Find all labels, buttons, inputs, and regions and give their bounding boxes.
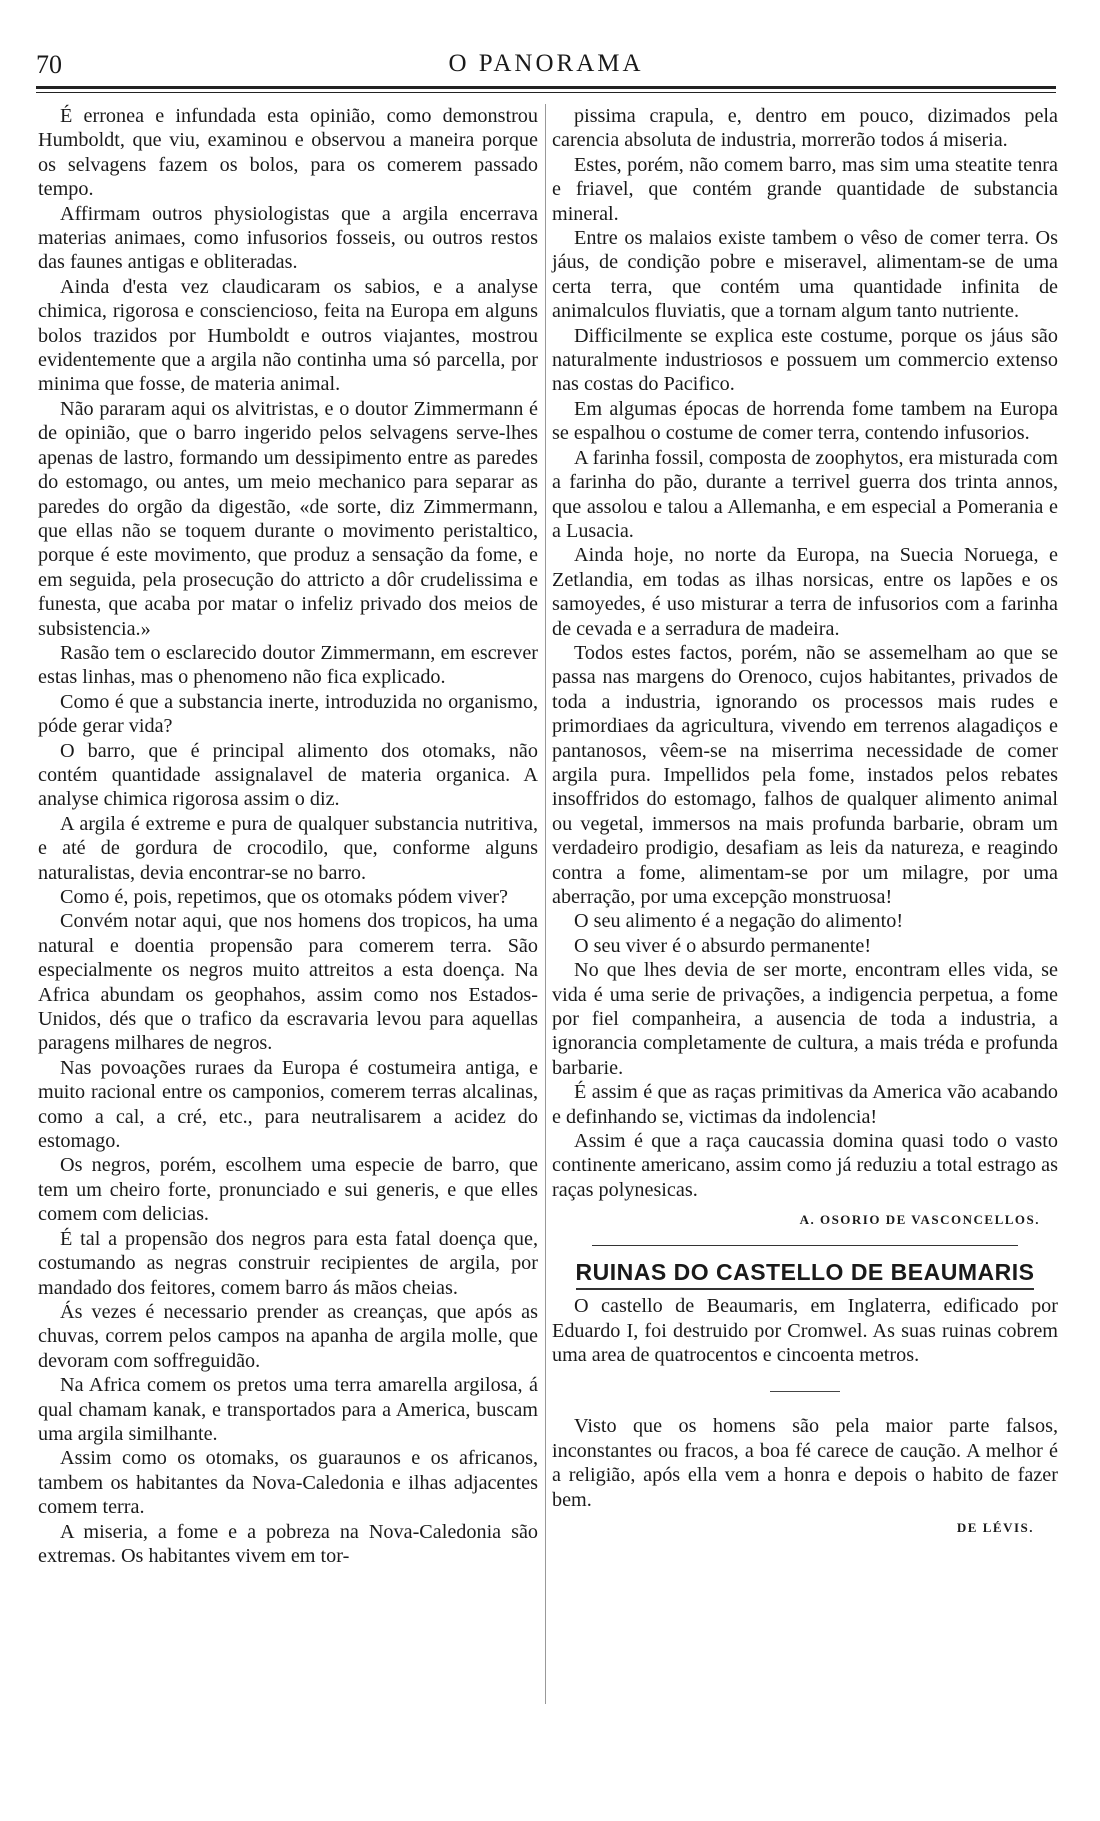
paragraph: Não pararam aqui os alvitristas, e o doutor Zimmermann é de opinião, que o barro ingerido pelos selvagens serve-lhes apenas de lastro, formando um dessipimento entre as paredes do estomago, ou antes, um meio mechanico para separar as paredes do orgão da digestão, «de sorte, diz Zimmermann, que ellas não se toquem durante o movimento peristaltico, porque é este movimento, que produz a sensação da fome, e em seguida, pela prosecução do attricto a dôr crudelissima e funesta, que acaba por matar o infeliz privado dos meios de subsistencia.» [38,397,538,640]
paragraph: Ainda hoje, no norte da Europa, na Suecia Noruega, e Zetlandia, em todas as ilhas norsicas, entre os lapões e os samoyedes, é uso misturar a terra de infusorios com a farinha de cevada e a serradura de madeira. [552,544,1058,640]
paragraph: Rasão tem o esclarecido doutor Zimmermann, em escrever estas linhas, mas o phenomeno não fica explicado. [38,641,538,689]
section-body [552,1294,1058,1367]
paragraph: Difficilmente se explica este costume, porque os jáus são naturalmente industriosos e possuem um commercio extenso nas costas do Pacifico. [552,324,1058,396]
paragraph: É assim é que as raças primitivas da America vão acabando e definhando se, victimas da indolencia! [552,1081,1058,1128]
paragraph: O barro, que é principal alimento dos otomaks, não contém quantidade assignalavel de materia organica. A analyse chimica rigorosa assim o diz. [38,739,538,811]
header-rule-thick [36,86,1056,89]
paragraph: Em algumas épocas de horrenda fome tambem na Europa se espalhou o costume de comer terra, contendo infusorios. [552,397,1058,445]
paragraph: É tal a propensão dos negros para esta fatal doença que, costumando as negras construir recipientes de argila, por mandado dos feitores, comem barro ás mãos cheias. [38,1227,538,1299]
paragraph: Como é que a substancia inerte, introduzida no organismo, póde gerar vida? [38,690,538,738]
right-column [552,104,1058,1540]
paragraph: Na Africa comem os pretos uma terra amarella argilosa, á qual chamam kanak, e transportados para a America, buscam uma argila similhante. [38,1374,538,1445]
paragraph: Affirmam outros physiologistas que a argila encerrava materias animaes, como infusorios fosseis, ou outros restos das faunes antigas e obliteradas. [38,202,538,274]
paragraph: Ás vezes é necessario prender as creanças, que após as chuvas, correm pelos campos na apanha de argila molle, que devoram com soffreguidão. [38,1300,538,1372]
paragraph: pissima crapula, e, dentro em pouco, dizimados pela carencia absoluta de industria, morrerão todos á miseria. [552,105,1058,152]
paragraph: Entre os malaios existe tambem o vêso de comer terra. Os jáus, de condição pobre e miseravel, alimentam-se de uma certa terra, que contém uma quantidade infinita de animalculos fluviatis, que a tornam algum tanto nutriente. [552,227,1058,323]
page-number: 70 [36,50,62,79]
paragraph: Assim é que a raça caucassia domina quasi todo o vasto continente americano, assim como já reduziu a total estrago as raças polynesicas. [552,1130,1058,1201]
paragraph: Os negros, porém, escolhem uma especie de barro, que tem um cheiro forte, pronunciado e sui generis, e que elles comem com delicias. [38,1154,538,1226]
paragraph: O seu viver é o absurdo permanente! [574,934,872,957]
paragraph: A miseria, a fome e a pobreza na Nova-Caledonia são extremas. Os habitantes vivem em tor- [38,1520,538,1567]
paragraph: A argila é extreme e pura de qualquer substancia nutritiva, e até de gordura de crocodilo, que, conforme alguns naturalistas, devia encontrar-se no barro. [38,812,538,884]
section-paragraph: O castello de Beaumaris, em Inglaterra, edificado por Eduardo I, foi destruido por Cromwel. As suas ruinas cobrem uma area de quatrocentos e cincoenta metros. [552,1295,1058,1366]
section-rule [592,1245,1018,1246]
section-title [552,1260,1058,1290]
paragraph: Estes, porém, não comem barro, mas sim uma steatite tenra e friavel, que contém grande quantidade de substancia mineral. [552,153,1058,225]
column-divider [545,104,546,1704]
paragraph: A farinha fossil, composta de zoophytos, era misturada com a farinha do pão, durante a terrivel guerra dos trinta annos, que assolou e talou a Allemanha, e em especial a Pomerania e a Lusacia. [552,446,1058,542]
paragraph: Convém notar aqui, que nos homens dos tropicos, ha uma natural e doentia propensão para comerem terra. São especialmente os negros muito attreitos a esta doença. Na Africa abundam os geophahos, assim como nos Estados-Unidos, dés que o trafico da escravaria levou para aquellas paragens milhares de negros. [38,910,538,1055]
paragraph: No que lhes devia de ser morte, encontram elles vida, se vida é uma serie de privações, a indigencia perpetua, a fome por fiel companheira, a ausencia de toda a industria, a ignorancia completamente de cultura, a mais tréda e profunda barbarie. [552,959,1058,1079]
paragraph: Todos estes factos, porém, não se assemelham ao que se passa nas margens do Orenoco, cujos habitantes, privados de toda a industria, ignorando os processos mais rudes e primordiaes da agricultura, vivendo em terrenos alagadiços e pantanosos, vêem-se na miserrima necessidade de comer argila pura. Impellidos pela fome, instados pelos rebates insoffridos do estomago, falhos de qualquer alimento animal ou vegetal, immersos na mais profunda barbarie, obram um verdadeiro prodigio, desafiam as leis da natureza, e reagindo contra a fome, alimentam-se por um milagre, por uma aberração, por uma excepção monstruosa! [552,641,1058,908]
paragraph: Ainda d'esta vez claudicaram os sabios, e a analyse chimica, rigorosa e consciencioso, feita na Europa em alguns bolos trazidos por Humboldt e outros viajantes, mostrou evidentemente que a argila não continha uma só parcella, por minima que fosse, de materia animal. [38,275,538,396]
running-title: O PANORAMA [448,50,644,77]
right-column-text [552,104,1058,1202]
article-signature: A. OSORIO DE VASCONCELLOS. [799,1212,1040,1228]
short-rule [770,1391,840,1392]
quote-signature: DE LÉVIS. [956,1519,1034,1535]
quote-paragraph: Visto que os homens são pela maior parte falsos, inconstantes ou fracos, a boa fé carece de caução. A melhor é a religião, após ella vem a honra e depois o habito de fazer bem. [552,1415,1058,1511]
paragraph: Nas povoações ruraes da Europa é costumeira antiga, e muito racional entre os camponios, comerem terras alcalinas, como a cal, a cré, etc., para neutralisarem a acidez do estomago. [38,1056,538,1153]
paragraph: Como é, pois, repetimos, que os otomaks pódem viver? [60,886,508,908]
paragraph: O seu alimento é a negação do alimento! [574,910,904,933]
header-rule-thin [36,92,1056,93]
page-header [36,50,1056,80]
paragraph: Assim como os otomaks, os guaraunos e os africanos, tambem os habitantes da Nova-Caledonia e ilhas adjacentes comem terra. [38,1447,538,1519]
quote-body [552,1414,1058,1512]
paragraph: É erronea e infundada esta opinião, como demonstrou Humboldt, que viu, examinou e observou a maneira porque os selvagens fazem os bolos, para os comerem passado tempo. [38,105,538,201]
section-title-text: RUINAS DO CASTELLO DE BEAUMARIS [576,1259,1035,1290]
left-column [38,104,538,1568]
